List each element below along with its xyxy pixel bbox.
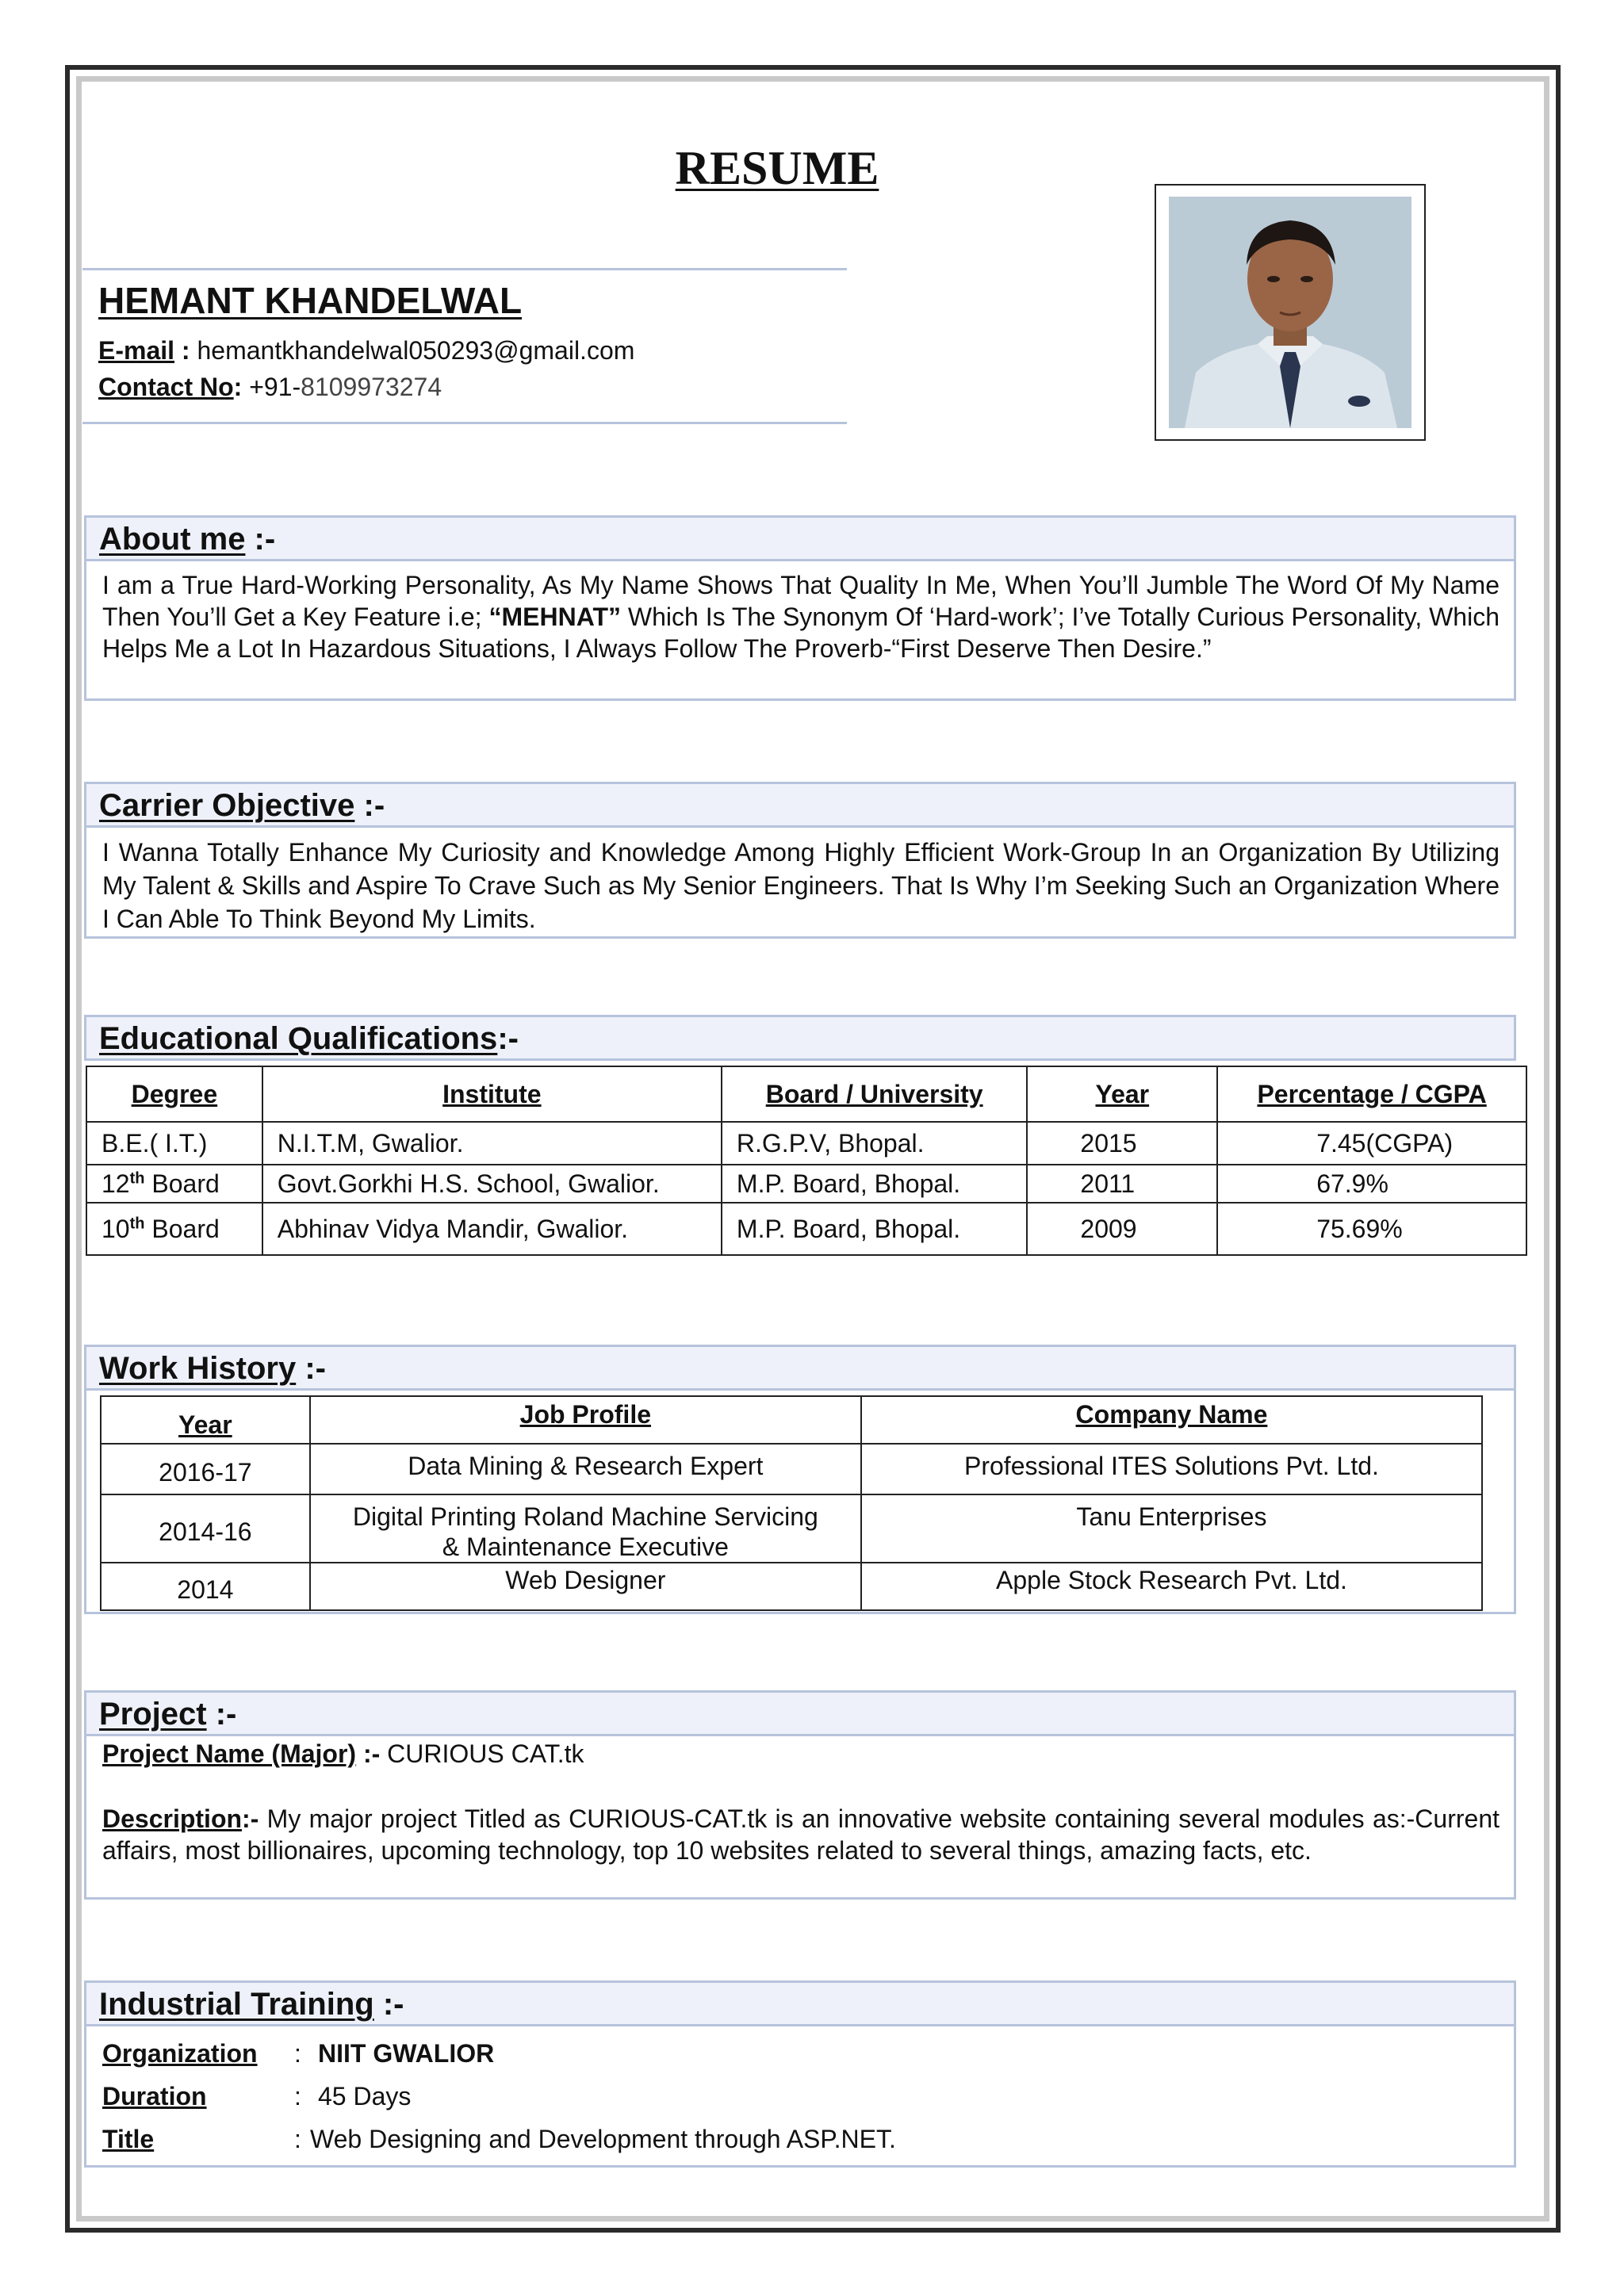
- project-desc-text: My major project Titled as CURIOUS-CAT.tk is an innovative website containing several modules as:-Current affairs, most billionaires, upcoming technology, top 10 websites related to several things, amazing facts, etc.: [102, 1804, 1500, 1865]
- edu-degree-number: 10: [102, 1214, 130, 1243]
- training-heading: Industrial Training: [99, 1987, 374, 2022]
- training-colon: :: [294, 2039, 301, 2068]
- email-line: [98, 336, 634, 365]
- work-company: Professional ITES Solutions Pvt. Ltd.: [861, 1444, 1482, 1494]
- education-header: [84, 1015, 1516, 1061]
- work-profile-line-2: & Maintenance Executive: [442, 1533, 729, 1561]
- table-row: [101, 1444, 1482, 1494]
- objective-heading-suffix: :-: [354, 788, 385, 823]
- edu-year: 2011: [1027, 1165, 1217, 1203]
- edu-institute: Govt.Gorkhi H.S. School, Gwalior.: [262, 1165, 722, 1203]
- training-label: Title: [102, 2125, 155, 2153]
- phone-prefix: +91-: [249, 373, 301, 401]
- work-company: Tanu Enterprises: [861, 1494, 1482, 1563]
- objective-header: [84, 782, 1516, 828]
- phone-sep: :: [233, 373, 250, 401]
- training-colon: :: [294, 2125, 301, 2153]
- training-value: Web Designing and Development through ASP.NET.: [310, 2125, 896, 2153]
- edu-score: 75.69%: [1217, 1203, 1526, 1255]
- training-label: Organization: [102, 2039, 258, 2068]
- table-row: [86, 1165, 1526, 1203]
- project-desc-sep: :-: [242, 1804, 267, 1833]
- profile-photo-svg: [1169, 197, 1411, 428]
- work-profile: Web Designer: [310, 1563, 861, 1610]
- training-value: 45 Days: [318, 2082, 412, 2110]
- phone-label: Contact No: [98, 373, 234, 401]
- header-rule-top: [82, 268, 847, 270]
- objective-text: I Wanna Totally Enhance My Curiosity and Knowledge Among Highly Efficient Work-Group In an Organization By Utilizing My Talent & Skills and Aspire To Crave Such as My Senior Engineers. That Is Why I’m Seeking Such an Organization Where I Can Able To Think Beyond My Limits.: [102, 838, 1500, 933]
- edu-year: 2009: [1027, 1203, 1217, 1255]
- education-heading-suffix: :-: [497, 1021, 519, 1056]
- training-label: Duration: [102, 2082, 207, 2110]
- edu-institute: Abhinav Vidya Mandir, Gwalior.: [262, 1203, 722, 1255]
- phone-line: [98, 373, 442, 402]
- candidate-name: HEMANT KHANDELWAL: [98, 280, 523, 321]
- about-heading: About me: [99, 522, 246, 557]
- edu-col-degree: Degree: [86, 1066, 262, 1122]
- table-row: [86, 1122, 1526, 1165]
- edu-col-board: Board / University: [722, 1066, 1028, 1122]
- education-header-row: [86, 1066, 1526, 1122]
- edu-degree-text: Board: [144, 1169, 220, 1198]
- edu-institute: N.I.T.M, Gwalior.: [262, 1122, 722, 1165]
- edu-degree-number: 12: [102, 1169, 130, 1198]
- work-header: [84, 1345, 1516, 1391]
- edu-col-institute: Institute: [262, 1066, 722, 1122]
- work-company: Apple Stock Research Pvt. Ltd.: [861, 1563, 1482, 1610]
- about-body: [84, 561, 1516, 701]
- objective-heading: Carrier Objective: [99, 788, 355, 823]
- project-description: [102, 1803, 1500, 1866]
- edu-degree-sup: th: [129, 1214, 145, 1232]
- objective-body: [84, 828, 1516, 939]
- table-row: [101, 1563, 1482, 1610]
- training-heading-suffix: :-: [373, 1987, 404, 2022]
- resume-title: RESUME: [675, 142, 879, 194]
- project-desc-label: Description: [102, 1804, 243, 1833]
- edu-col-score: Percentage / CGPA: [1217, 1066, 1526, 1122]
- table-row: [101, 1494, 1482, 1563]
- about-heading-suffix: :-: [245, 522, 276, 557]
- education-heading: Educational Qualifications: [99, 1021, 498, 1056]
- training-value: NIIT GWALIOR: [318, 2039, 495, 2068]
- work-year: 2014: [101, 1563, 310, 1610]
- edu-degree-sup: th: [129, 1169, 145, 1187]
- project-name-sep: :-: [356, 1739, 388, 1768]
- training-colon: :: [294, 2082, 301, 2110]
- work-col-profile: Job Profile: [310, 1396, 861, 1444]
- work-col-year: Year: [101, 1396, 310, 1444]
- edu-board: M.P. Board, Bhopal.: [722, 1203, 1028, 1255]
- edu-score: 7.45(CGPA): [1217, 1122, 1526, 1165]
- about-text: [102, 569, 1500, 664]
- photo-frame: [1155, 184, 1426, 441]
- edu-degree: B.E.( I.T.): [102, 1128, 208, 1158]
- project-name-value: CURIOUS CAT.tk: [387, 1739, 584, 1768]
- about-text-part-1: I am a True Hard-Working Personality, As My Name Shows That Quality In Me, When You’ll Jumble The Word Of My Name Then You’ll Get a Key Feature i.e;: [102, 571, 1500, 631]
- work-year: 2014-16: [101, 1494, 310, 1563]
- project-name-label: Project Name (Major): [102, 1739, 357, 1768]
- about-header: [84, 515, 1516, 561]
- work-heading: Work History: [99, 1351, 297, 1386]
- work-year: 2016-17: [101, 1444, 310, 1494]
- work-col-company: Company Name: [861, 1396, 1482, 1444]
- email-label: E-mail: [98, 336, 175, 365]
- edu-degree-cell: [86, 1203, 262, 1255]
- training-header: [84, 1980, 1516, 2026]
- edu-score: 67.9%: [1217, 1165, 1526, 1203]
- work-table: [100, 1395, 1483, 1611]
- edu-degree-cell: [86, 1122, 262, 1165]
- work-profile: [310, 1494, 861, 1563]
- edu-col-year: Year: [1027, 1066, 1217, 1122]
- project-heading-suffix: :-: [206, 1697, 237, 1732]
- work-profile-line-1: Digital Printing Roland Machine Servicing: [352, 1502, 818, 1531]
- email-sep: :: [174, 336, 197, 365]
- header-rule-bottom: [82, 422, 847, 424]
- work-profile: Data Mining & Research Expert: [310, 1444, 861, 1494]
- project-heading: Project: [99, 1697, 207, 1732]
- edu-year: 2015: [1027, 1122, 1217, 1165]
- table-row: [86, 1203, 1526, 1255]
- phone-value: 8109973274: [301, 373, 442, 401]
- work-header-row: [101, 1396, 1482, 1444]
- about-highlight: “MEHNAT”: [488, 603, 621, 631]
- project-header: [84, 1690, 1516, 1736]
- project-name-line: [102, 1739, 584, 1769]
- profile-photo: [1169, 197, 1411, 428]
- project-body: [84, 1736, 1516, 1900]
- work-heading-suffix: :-: [296, 1351, 326, 1386]
- edu-board: M.P. Board, Bhopal.: [722, 1165, 1028, 1203]
- edu-degree-cell: [86, 1165, 262, 1203]
- about-text-part-2: Which Is The Synonym Of ‘Hard-work’; I’ve Totally Curious Personality, Which Helps Me a Lot In Hazardous Situations, I Always Follow The Proverb-“First Deserve Then Desire.”: [102, 603, 1500, 663]
- edu-board: R.G.P.V, Bhopal.: [722, 1122, 1028, 1165]
- edu-degree-text: Board: [144, 1214, 220, 1243]
- email-value[interactable]: hemantkhandelwal050293@gmail.com: [197, 336, 635, 365]
- training-body: [84, 2026, 1516, 2168]
- education-table: [86, 1066, 1527, 1256]
